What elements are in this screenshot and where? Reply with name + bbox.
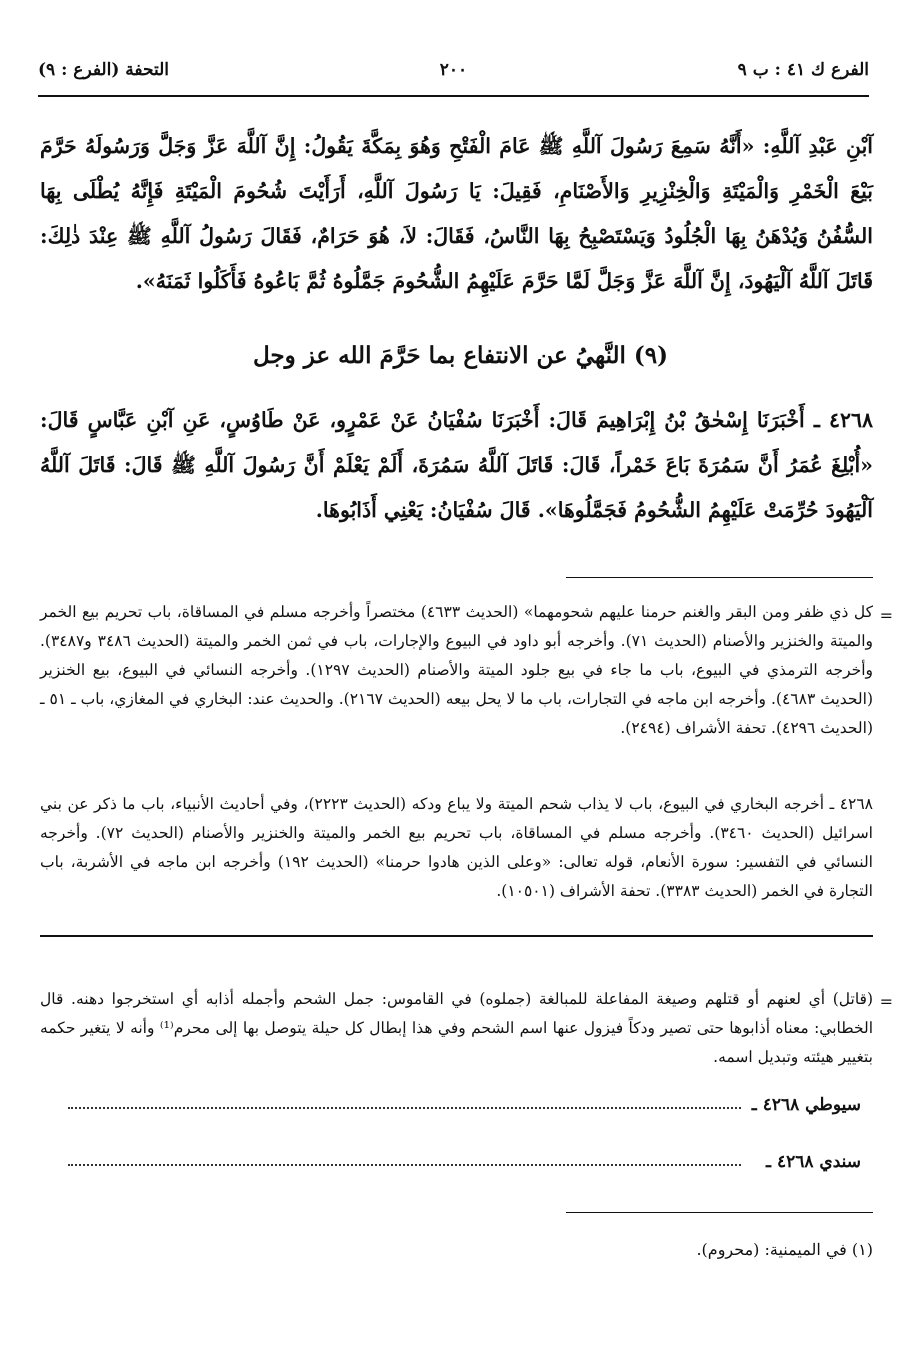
suyuti-label: سيوطي ٤٢٦٨ ـ [744, 1095, 861, 1115]
dotted-leader [68, 1107, 741, 1109]
hadith-continued-text: آبْنِ عَبْدِ آللَّهِ: «أَنَّهُ سَمِعَ رَسُولَ آللَّهِ ﷺ عَامَ الْفَتْحِ وَهُوَ بِمَكَّةَ يَقُولُ: إِنَّ آللَّهَ عَزَّ وَجَلَّ وَرَسُولَهُ حَرَّمَ بَيْعَ الْخَمْرِ وَالْمَيْتَةِ وَالْخِنْزِيرِ وَالأَصْنَامِ، فَقِيلَ: يَا رَسُولَ آللَّهِ، أَرَأَيْتَ شُحُومَ الْمَيْتَةِ فَإِنَّهُ يُطْلَى بِهَا السُّفُنُ وَيُدْهَنُ بِهَا الْجُلُودُ وَيَسْتَصْبِحُ بِهَا النَّاسُ، فَقَالَ: لاَ، هُوَ حَرَامٌ، فَقَالَ رَسُولُ آللَّهِ ﷺ عِنْدَ ذٰلِكَ: قَاتَلَ آللَّهُ آلْيَهُودَ، إِنَّ آللَّهَ عَزَّ وَجَلَّ لَمَّا حَرَّمَ عَلَيْهِمُ الشُّحُومَ جَمَّلُوهُ ثُمَّ بَاعُوهُ فَأَكَلُوا ثَمَنَهُ». [40, 134, 873, 293]
sharh-note: (قاتل) أي لعنهم أو قتلهم وصيغة المفاعلة للمبالغة (جملوه) في القاموس: جمل الشحم وأجمله أذابه أي استخرجوا دهنه. قال الخطابي: معناه أذابوها حتى تصير ودكاً فيزول عنها اسم الشحم وفي هذا إبطال كل حيلة يتوصل بها إلى محرم⁽¹⁾ وأنه لا يتغير حكمه بتغيير هيئته وتبديل اسمه. [40, 990, 874, 1066]
section-title: (٩) النَّهيُ عن الانتفاع بما حَرَّمَ الله عز وجل [252, 342, 669, 369]
hadith-4268 [40, 398, 873, 533]
suyuti-reference [68, 1095, 861, 1123]
takhrij-4268: ٤٢٦٨ ـ أخرجه البخاري في البيوع، باب لا يذاب شحم الميتة ولا يباع ودكه (الحديث ٢٢٢٣)، وفي أحاديث الأنبياء، باب ما ذكر عن بني اسرائيل (الحديث ٣٤٦٠). وأخرجه مسلم في المساقاة، باب تحريم بيع الخمر والميتة والخنزير والأصنام (الحديث ٧٢). وأخرجه النسائي في التفسير: سورة الأنعام، قوله تعالى: «وعلى الذين هادوا حرمنا» (الحديث ١٩٢) وأخرجه ابن ماجه في الأشربة، باب التجارة في الخمر (الحديث ٣٣٨٣). تحفة الأشراف (١٠٥٠١). [40, 795, 873, 900]
sindi-reference [68, 1152, 861, 1180]
hadith-number: ٤٢٦٨ ـ [813, 408, 873, 432]
dotted-leader [68, 1164, 741, 1166]
takhrij-previous: كل ذي ظفر ومن البقر والغنم حرمنا عليهم شحومهما» (الحديث ٤٦٣٣) مختصراً وأخرجه مسلم في المساقاة، باب تحريم بيع الخمر والميتة والخنزير والأصنام (الحديث ٧١). وأخرجه أبو داود في البيوع والإجارات، باب في ثمن الخمر والميتة (الحديث ٣٤٨٦ و٣٤٨٧). وأخرجه الترمذي في البيوع، باب ما جاء في بيع جلود الميتة والأصنام (الحديث ١٢٩٧). وأخرجه النسائي في البيوع، بيع الخنزير (الحديث ٤٦٨٣). وأخرجه ابن ماجه في التجارات، باب ما لا يحل بيعه (الحديث ٢١٦٧). والحديث عند: البخاري في المغازي، باب ـ ٥١ ـ (الحديث ٤٢٩٦). تحفة الأشراف (٢٤٩٤). [40, 603, 873, 737]
hadith-text: أَخْبَرَنَا إِسْحٰقُ بْنُ إِبْرَاهِيمَ قَالَ: أَخْبَرَنَا سُفْيَانُ عَنْ عَمْرٍو، عَنْ طَاوُسٍ، عَنِ آبْنِ عَبَّاسٍ قَالَ: «أُبْلِغَ عُمَرُ أَنَّ سَمُرَةَ بَاعَ خَمْراً، قَالَ: قَاتَلَ آللَّهُ سَمُرَةَ، أَلَمْ يَعْلَمْ أَنَّ رَسُولَ آللَّهِ ﷺ قَالَ: قَاتَلَ آللَّهُ آلْيَهُودَ حُرِّمَتْ عَلَيْهِمُ الشُّحُومُ فَجَمَّلُوهَا». قَالَ سُفْيَانُ: يَعْنِي أَذَابُوهَا. [40, 408, 873, 522]
note-bullet: = [879, 606, 893, 625]
header-chapter-ref: الفرع ك ٤١ : ب ٩ [737, 60, 869, 80]
header-rule [38, 95, 869, 97]
footnote: (١) في الميمنية: (محروم). [696, 1240, 873, 1259]
page-number: ٢٠٠ [439, 60, 468, 80]
page-header [38, 58, 869, 88]
sharh-rule [40, 935, 873, 937]
sindi-label: سندي ٤٢٦٨ ـ [758, 1152, 861, 1172]
footnote-separator [566, 1212, 873, 1213]
sharh-bullet: = [879, 992, 893, 1011]
notes-separator [566, 577, 873, 578]
header-tuhfa-ref: التحفة (الفرع : ٩) [38, 60, 170, 80]
